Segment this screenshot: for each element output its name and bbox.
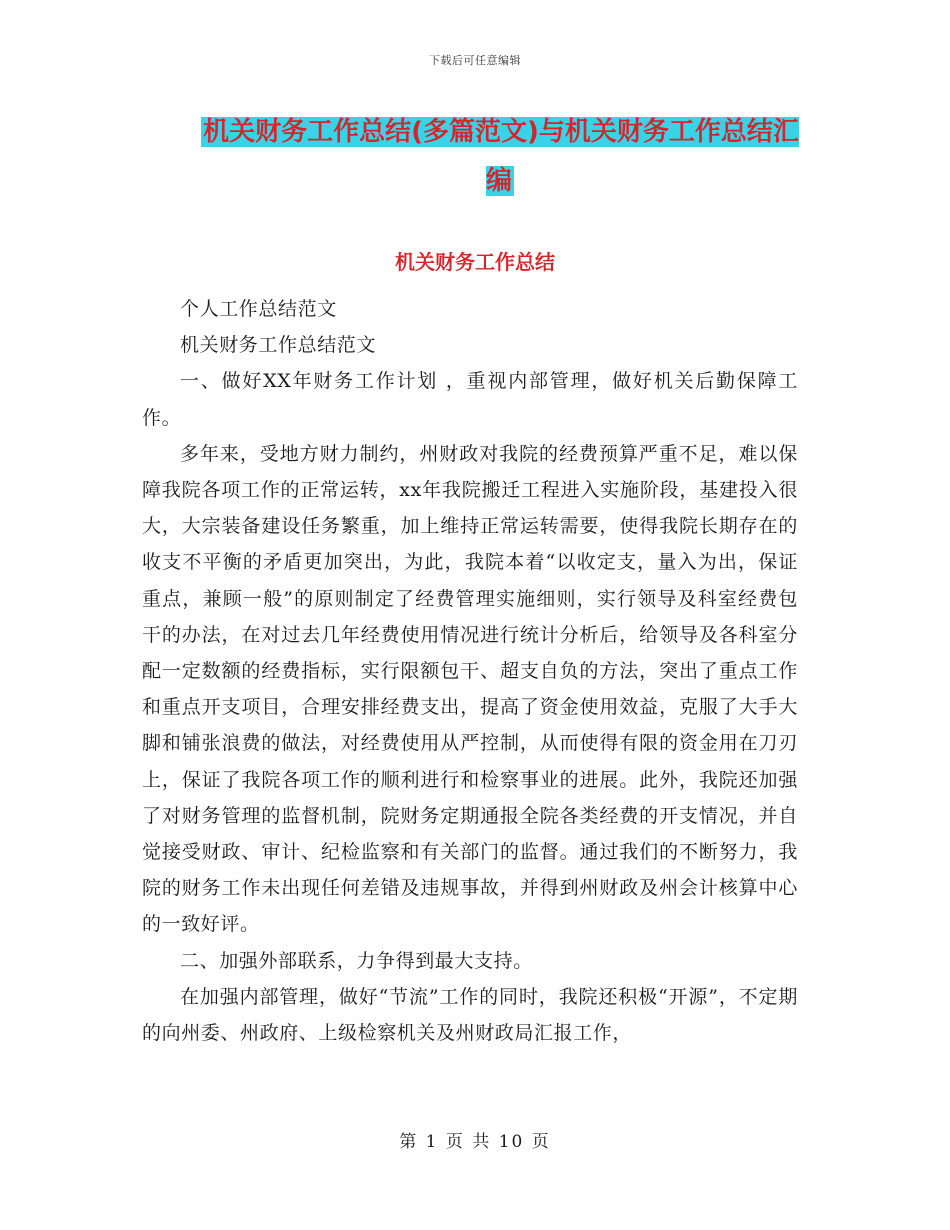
paragraph: 机关财务工作总结范文 xyxy=(180,334,377,357)
document-body xyxy=(142,291,798,1051)
paragraph: 二、加强外部联系，力争得到最大支持。 xyxy=(180,949,533,972)
section-title: 机关财务工作总结 xyxy=(395,250,555,274)
page-footer: 第 1 页 共 10 页 xyxy=(399,1132,551,1152)
paragraph: 多年来，受地方财力制约，州财政对我院的经费预算严重不足，难以保障我院各项工作的正常运转，xx年我院搬迁工程进入实施阶段，基建投入很大，大宗装备建设任务繁重，加上维持正常运转需要，使得我院长期存在的收支不平衡的矛盾更加突出，为此，我院本着“以收定支，量入为出，保证重点，兼顾一般”的原则制定了经费管理实施细则，实行领导及科室经费包干的办法，在对过去几年经费使用情况进行统计分析后，给领导及各科室分配一定数额的经费指标，实行限额包干、超支自负的方法，突出了重点工作和重点开支项目，合理安排经费支出，提高了资金使用效益，克服了大手大脚和铺张浪费的做法，对经费使用从严控制，从而使得有限的资金用在刀刃上，保证了我院各项工作的顺利进行和检察事业的进展。此外，我院还加强了对财务管理的监督机制，院财务定期通报全院各类经费的开支情况，并自觉接受财政、审计、纪检监察和有关部门的监督。通过我们的不断努力，我院的财务工作未出现任何差错及违规事故，并得到州财政及州会计核算中心的一致好评。 xyxy=(142,442,798,936)
paragraph: 个人工作总结范文 xyxy=(180,298,337,320)
document-title xyxy=(195,108,805,206)
document-title-text: 机关财务工作总结(多篇范文)与机关财务工作总结汇编 xyxy=(203,117,799,196)
paragraph: 一、做好XX年财务工作计划 ，重视内部管理，做好机关后勤保障工作。 xyxy=(142,370,798,429)
paragraph: 在加强内部管理，做好“节流”工作的同时，我院还积极“开源”，不定期的向州委、州政府、上级检察机关及州财政局汇报工作， xyxy=(142,985,798,1045)
header-note: 下载后可任意编辑 xyxy=(429,54,521,67)
